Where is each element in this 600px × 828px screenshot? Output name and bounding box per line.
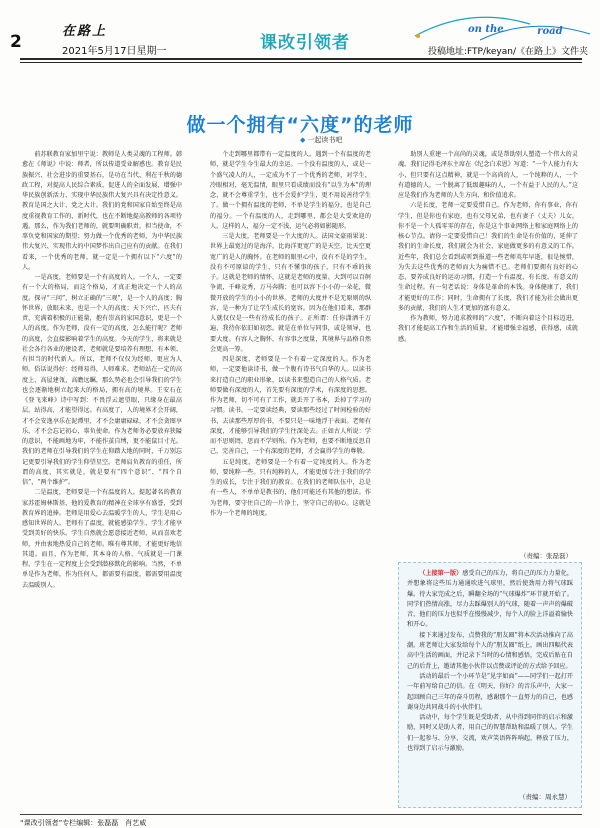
byline-text: 一起读书吧 [307,136,343,144]
sidebar-text [407,569,573,789]
paragraph: 六是长度，老师一定要爱惜自己。作为老师，你有事业，你有学生，但是你也有家庭，也有父母兄弟，也有妻子（丈夫）儿女。你不是一个人孤零零的存在，你是这个事业网络上和家庭网络上的核心节点。请你一定要爱惜自己！我们的生命是有价值的，延伸了我们的生命长度，我们就会为社会、家庭做更多的有意义的工作。近些年，我们总会看到或听到报道一些老师英年早逝，很是惋惜，为失去这些优秀的老师而大为痛惜不已。老师们要拥有良好的心态，要养成良好的运动习惯，打造一个有温度、有长度、有意义的生命过程。有一句老话说：身体是革命的本钱。身体健康了，我们才能更好的工作；同时，生命拥有了长度，我们才能为社会做出更多的贡献，我们的人生才更加的富有意义。 [398,202,578,312]
paragraph: 一是高度，老师要是一个有高度的人。一个人，一定要有一个大的格局，而这个格局，才真正地决定一个人的高度。探寻“三问”，树立正确的“三观”，是一个人的高度；胸怀世界，放眼未来，也是一个人的高度；天下兴亡，匹夫有责，充满着积极的正能量，抱有崇高的家国意识，更是一个人的高度。作为老师，没有一定的高度，怎么能行呢？老师的高度，会直接影响着学生的高度。今天的学生，将来就是社会各行各业的建设者，老师就是要培养有理想、有本领、有担当的时代新人。所以，老师不仅仅为经师，更应为人师。俗话说得好：经师易得，人师难求。老师站在一定的高度上，高屋建瓴，高瞻远瞩，那么势必也会引导我们的学生也会逐渐地树立起来大的格局，拥有高的境界。王安石在《登飞来峰》诗中写到：不畏浮云遮望眼，只缘身在最高层。站得高，才能望得远。有高度了，人的境界才会开阔，才不会安逸享乐在泥潭里，才不会庸庸碌碌，才不会贪图享乐，才不会忘记初心，辜负使命。作为老师务必要放弃狭隘的意识，不能画地为牢，不能作茧自缚，更不能鼠目寸光。我们的老师在引导我们的学生在仰踏大地的同时，千万别忘记更要引导我们的学生仰望星空。老师肩负教育的重任，所谓的高度，其实就是，就是要有“四个意识”、“四个自信”、“两个维护”。 [22,274,182,486]
diamond-icon: ◆ [300,136,306,144]
slogan-line-2: road [537,26,563,37]
slogan [468,24,563,37]
paragraph: 助别人重建一个高尚的灵魂，或是帮助别人塑造一个伟大的灵魂。我们记得毛泽东主席在《纪念白求恩》写道：“一个人能力有大小，但只要有这点精神，就是一个高尚的人，一个纯粹的人，一个有道德的人，一个脱离了低级趣味的人，一个有益于人民的人。”这应是我们作为老师的人生方向，和价值追求。 [398,151,578,199]
slogan-line-1: on the [468,24,504,35]
continued-story-box [398,562,582,808]
paragraph: 接下来通过发布、点赞我的“朋友圈”将本次活动推向了高潮。班老师让大家发给每个人的“朋友圈”纸上，画出四幅代表高中生活的画面，并记录下当时的心情和感悟，完成后贴在自己的后背上，邀请其他小伙伴以点赞或评论的方式给予回应。 [407,631,573,670]
paragraph: 三是大度，老师要是一个大度的人。法国文豪雨果说：世界上最宽过的是海洋，比海洋更宽广的是天空，比天空更宽广的是人的胸怀。在老师的眼里心中，没有不是的学生，没有不可原谅的学生，只有不懂事的孩子，只有不乖的孩子。这就是老师的情怀，这就是老师的度量。大到可以百舸争流，千峰竞秀，万马奔腾；也可以容下小小的一朵花，微微开放的学生的小小的世界。老师的大度并不是无原则的纵容，是一种为了让学生成长的宽容。因为在他们看来，那群人就仅仅是一些有待成长的孩子。正所谓：任你潇洒千万遍，我待你依旧如初恋。就是在单位与同事，或是领导，也要大度。有容人之胸怀，有容事之度量，其境界与品格自然会更高一筹。 [210,233,371,353]
header-rule-thin [20,62,582,63]
paragraph: 作为教师，努力追求教师的“六度”，不断向着这个目标迈进，我们才能提高工作和生活的质量，才能增强幸福感，获得感，成就感。 [398,315,578,343]
submission-address: 投稿地址:FTP/keyan/《在路上》文件夹 [427,47,588,57]
paragraph [407,569,573,631]
paragraph: 五是纯度，老师要是一个有着一定纯度的人。作为老师，要纯粹一些。只有纯粹的人，才能更加专注于我们的学生的成长，专注于我们的教育。在我们的老师队伍中，总是有一些人，不单单是教书的，他们可能还有其他的想法。作为老师，要守住自己的一片净土，坚守自己的初心。这就是作为一个老师的纯度。 [210,458,371,517]
article-column-1 [22,150,182,800]
paragraph: 前苏联教育家加里宁说：教师是人类灵魂的工程师。韩愈在《师说》中说：师者，所以传道受业解惑也。教育是民族振兴、社会进步的重要基石，是功在当代、利在千秋的德政工程，对提高人民综合素质、促进人的全面发展、增强中华民族创新活力、实现中华民族伟大复兴具有决定性意义。教育是国之大计、党之大计。我们的党和国家自始至终是高度重视教育工作的，新时代，也在不断地提高教师的各项待遇。那么，作为我们老师的，就要明确职责，担当使命，不辜负党和国家的期望；努力做一个优秀的老师，为中华民族伟大复兴、实现伟大的中国梦作出自己应有的贡献。在我们看来，一个优秀的老师，就一定是一个拥有以下“六度”的人。 [22,151,182,271]
newspaper-brand: 在路上 [62,24,108,39]
article-title: 做一个拥有“六度”的老师 [186,114,414,136]
paragraph-text: 感受自己的压力，将自己的压力力量化，并想象将这些压力通通吹进气球里，然后使劲用力将气球踩爆。待大家完成之后，瞬翻全场的“气球爆炸”环节就开始了。同学们热情高涨，尽力去踩爆别人的气球，随着一声声的爆破音，他们的压力也似乎在慢慢减少，每个人的脸上洋溢着愉快和开心。 [407,570,573,629]
paragraph: 活动的最后一个小环节是“见字如面”——同学们一起打开一年前写给自己的信。在《明天，你好》的音乐声中，大家一起回顾自己三年的奋斗历程，感谢那个一直努力的自己，也感谢身边共同战斗的小伙伴们。 [407,672,573,711]
paragraph: 四是深度，老师要是一个有着一定深度的人。作为老师，一定要他读诗书，做一个腹有诗书气自华的人。以读书来打造自己的职业形象，以读书来塑造自己的人格气质。老师要做有深度的人，首先要有深度的学术，有深度的思想。作为老师，切不可有了工作，就丢开了书本，丢掉了学习的习惯。读书，一定要读经典，要读那些经过了时间检验的好书，去读那些厚厚的书，不要只是一味地浮于表面。老师有深度，才能够引导我们的学生往深处去。正如古人所说：学而不思则罔，思而不学则殆。作为老师，也要不断地反思自己，完善自己，一个有深度的老师，才会赢得学生的尊敬。 [210,356,371,456]
sidebar-signature: （责编：周永慧） [519,793,571,801]
continued-marker: （上接第一版） [419,570,463,577]
paragraph: 活动中，每个学生既是受助者，从中得到同伴的启示和激励，同时又是助人者，用自己的智慧帮助和温暖了别人。学生们一起参与、分享、交流，欢声笑语阵阵响起，释放了压力，也得到了启示与激励。 [407,714,573,753]
paragraph: 二是温度，老师要是一个有温度的人。提起著名的教育家苏霍姆林斯基，他的爱教育的精神在全球享有盛誉，受到教育界的追捧。老师是用爱心去温暖学生的人，学生是用心感知世界的人。老师有了温度，就能感染学生，学生才能享受到美好的快乐。学生自然就会愿意接近老师，从而喜欢老师，并由衷地热爱自己的老师。唯有尊其师，才能更好地信其道。而且，作为老师，其本身的人格、气质就是一门课程，学生在一定程度上会受到潜移默化的影响。当然，不单单是作为老师，作为任何人，都需要有温度，都需要用温度去温暖别人。 [22,489,182,589]
footer-editor-credit: “课改引领者”专栏编辑：张磊磊 肖艺威 [20,819,147,827]
byline [300,135,342,145]
footer-rule [20,814,582,815]
issue-date: 2021年5月17日星期一 [62,46,167,57]
page-header [0,0,600,66]
paragraph: 个走到哪里都带有一定温度的人。遇到一个有温度的老师，就是学生今生最大的幸运。一个没有温度的人，或是一个盛气凌人的人，一定成为不了一个优秀的老师，对学生，冷眼相对，毫无温情，眼里只看成绩而没有“以生为本”的理念，就不会尊重学生，也不会爱护学生，更不用说善待学生了。做一个拥有温度的老师，不单是学生的福分，也是自己的福分。一个有温度的人，走到哪里，都会是大受欢迎的人。这样的人，福分一定不浅，运气必将如影随形。 [210,151,371,230]
header-rule [20,58,582,60]
article-signature: （责编：张磊磊） [520,552,572,560]
page-number: 2 [10,32,22,52]
article-column-3 [398,150,578,550]
column-title: 课改引领者 [260,33,350,53]
article-column-2 [210,150,371,800]
